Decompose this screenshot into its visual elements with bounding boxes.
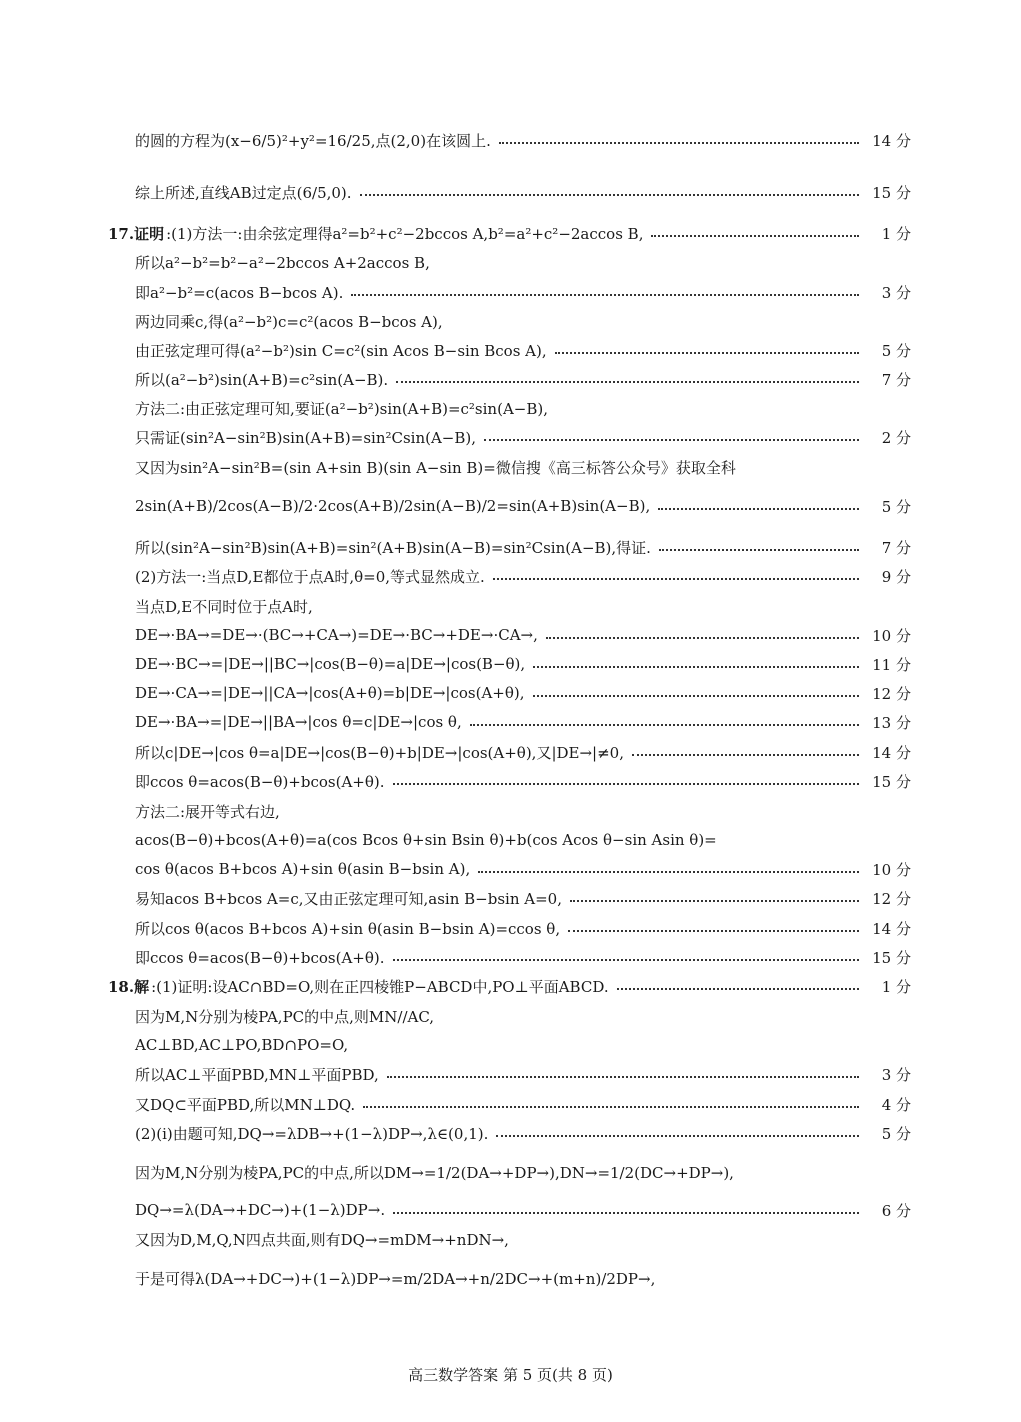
line-text: 方法二:由正弦定理可知,要证(a²−b²)sin(A+B)=c²sin(A−B), [135, 399, 548, 418]
score-label: 10 分 [872, 860, 911, 879]
answer-line [135, 740, 911, 764]
answer-line [135, 623, 911, 647]
line-text: 因为M,N分别为棱PA,PC的中点,所以DM→=1/2(DA→+DP→),DN→=1/2(DC→+DP→), [135, 1163, 734, 1182]
dot-leader [360, 194, 859, 196]
answer-line [135, 309, 911, 333]
line-text: 的圆的方程为(x−6/5)²+y²=16/25,点(2,0)在该圆上. [135, 131, 491, 150]
answer-line [135, 886, 911, 910]
score-label: 9 分 [881, 567, 911, 586]
answer-line [135, 594, 911, 618]
answer-line [135, 367, 911, 391]
score-label: 1 分 [881, 224, 911, 243]
answer-line [135, 945, 911, 969]
answer-line [135, 396, 911, 420]
answer-line [135, 1033, 911, 1057]
line-text: 易知acos B+bcos A=c,又由正弦定理可知,asin B−bsin A=0, [135, 889, 562, 908]
line-text: DE→·BC→=|DE→||BC→|cos(B−θ)=a|DE→|cos(B−θ), [135, 655, 526, 673]
line-text: DE→·BA→=DE→·(BC→+CA→)=DE→·BC→+DE→·CA→, [135, 626, 538, 644]
answer-line [135, 180, 911, 204]
answer-line [135, 769, 911, 793]
score-label: 1 分 [881, 977, 911, 996]
score-label: 15 分 [872, 772, 911, 791]
score-label: 13 分 [872, 713, 911, 732]
line-text: 由正弦定理可得(a²−b²)sin C=c²(sin Acos B−sin Bcos A), [135, 341, 547, 360]
dot-leader [658, 508, 859, 510]
dot-leader [393, 1212, 859, 1214]
dot-leader [570, 900, 859, 902]
line-text: acos(B−θ)+bcos(A+θ)=a(cos Bcos θ+sin Bsin θ)+b(cos Acos θ−sin Asin θ)= [135, 831, 717, 849]
dot-leader [496, 1135, 859, 1137]
line-text: 即ccos θ=acos(B−θ)+bcos(A+θ). [135, 948, 385, 967]
answer-line [135, 494, 911, 518]
score-label: 5 分 [881, 1124, 911, 1143]
dot-leader [351, 294, 859, 296]
question-label: 18.解 [108, 977, 150, 996]
answer-line [135, 425, 911, 449]
line-text: 所以(sin²A−sin²B)sin(A+B)=sin²(A+B)sin(A−B)=sin²Csin(A−B),得证. [135, 538, 651, 557]
dot-leader [651, 235, 859, 237]
answer-line [135, 1198, 911, 1222]
score-label: 14 分 [872, 919, 911, 938]
dot-leader [393, 783, 860, 785]
answer-line [135, 1266, 911, 1290]
dot-leader [363, 1106, 859, 1108]
line-text: DQ→=λ(DA→+DC→)+(1−λ)DP→. [135, 1201, 386, 1219]
line-text: DE→·CA→=|DE→||CA→|cos(A+θ)=b|DE→|cos(A+θ), [135, 684, 525, 702]
dot-leader [493, 578, 859, 580]
dot-leader [617, 988, 859, 990]
score-label: 5 分 [881, 341, 911, 360]
line-text: 所以(a²−b²)sin(A+B)=c²sin(A−B). [135, 370, 389, 389]
answer-line [135, 1062, 911, 1086]
line-text: 两边同乘c,得(a²−b²)c=c²(acos B−bcos A), [135, 312, 443, 331]
answer-line [108, 974, 911, 998]
score-label: 6 分 [881, 1201, 911, 1220]
score-label: 11 分 [872, 655, 911, 674]
line-text: :(1)证明:设AC∩BD=O,则在正四棱锥P−ABCD中,PO⊥平面ABCD. [151, 977, 609, 996]
line-text: cos θ(acos B+bcos A)+sin θ(asin B−bsin A), [135, 860, 471, 878]
dot-leader [478, 871, 859, 873]
dot-leader [659, 549, 859, 551]
score-label: 14 分 [872, 131, 911, 150]
line-text: 只需证(sin²A−sin²B)sin(A+B)=sin²Csin(A−B), [135, 428, 477, 447]
line-text: 即a²−b²=c(acos B−bcos A). [135, 283, 344, 302]
line-text: 方法二:展开等式右边, [135, 802, 280, 821]
line-text: :(1)方法一:由余弦定理得a²=b²+c²−2bccos A,b²=a²+c²−2accos B, [166, 224, 644, 243]
answer-line [135, 1004, 911, 1028]
score-label: 15 分 [872, 183, 911, 202]
score-label: 4 分 [881, 1095, 911, 1114]
score-label: 10 分 [872, 626, 911, 645]
line-text: 又因为D,M,Q,N四点共面,则有DQ→=mDM→+nDN→, [135, 1230, 509, 1249]
dot-leader [555, 352, 859, 354]
answer-line [135, 1121, 911, 1145]
answer-line [135, 1227, 911, 1251]
score-label: 7 分 [881, 370, 911, 389]
line-text: 因为M,N分别为棱PA,PC的中点,则MN//AC, [135, 1007, 435, 1026]
answer-line [135, 1092, 911, 1116]
answer-line [135, 916, 911, 940]
score-label: 3 分 [881, 1065, 911, 1084]
line-text: 所以c|DE→|cos θ=a|DE→|cos(B−θ)+b|DE→|cos(A+θ),又|DE→|≠0, [135, 743, 624, 762]
line-text: 即ccos θ=acos(B−θ)+bcos(A+θ). [135, 772, 385, 791]
dot-leader [632, 754, 859, 756]
score-label: 12 分 [872, 889, 911, 908]
score-label: 15 分 [872, 948, 911, 967]
line-text: 所以a²−b²=b²−a²−2bccos A+2accos B, [135, 253, 430, 272]
line-text: (2)(i)由题可知,DQ→=λDB→+(1−λ)DP→,λ∈(0,1). [135, 1124, 489, 1143]
line-text: DE→·BA→=|DE→||BA→|cos θ=c|DE→|cos θ, [135, 713, 462, 731]
line-text: 于是可得λ(DA→+DC→)+(1−λ)DP→=m/2DA→+n/2DC→+(m+n)/2DP→, [135, 1269, 656, 1288]
page-footer: 高三数学答案 第 5 页(共 8 页) [408, 1366, 613, 1384]
answer-line [135, 799, 911, 823]
answer-line [135, 280, 911, 304]
line-text: 2sin(A+B)/2cos(A−B)/2·2cos(A+B)/2sin(A−B)/2=sin(A+B)sin(A−B), [135, 497, 651, 515]
score-label: 2 分 [881, 428, 911, 447]
line-text: 综上所述,直线AB过定点(6/5,0). [135, 183, 352, 202]
dot-leader [484, 439, 859, 441]
dot-leader [470, 724, 859, 726]
answer-line [108, 221, 911, 245]
dot-leader [396, 381, 859, 383]
dot-leader [533, 695, 859, 697]
score-label: 14 分 [872, 743, 911, 762]
dot-leader [533, 666, 859, 668]
dot-leader [546, 637, 859, 639]
answer-line [135, 681, 911, 705]
answer-line [135, 455, 911, 479]
dot-leader [568, 930, 859, 932]
score-label: 3 分 [881, 283, 911, 302]
answer-line [135, 564, 911, 588]
dot-leader [393, 959, 860, 961]
answer-line [135, 128, 911, 152]
answer-line [135, 338, 911, 362]
answer-line [135, 828, 911, 852]
line-text: 又DQ⊂平面PBD,所以MN⊥DQ. [135, 1095, 356, 1114]
answer-line [135, 1160, 911, 1184]
line-text: 所以cos θ(acos B+bcos A)+sin θ(asin B−bsin A)=ccos θ, [135, 919, 561, 938]
answer-line [135, 250, 911, 274]
question-label: 17.证明 [108, 224, 165, 243]
score-label: 12 分 [872, 684, 911, 703]
answer-line [135, 857, 911, 881]
line-text: AC⊥BD,AC⊥PO,BD∩PO=O, [135, 1036, 349, 1054]
line-text: (2)方法一:当点D,E都位于点A时,θ=0,等式显然成立. [135, 567, 485, 586]
dot-leader [387, 1076, 859, 1078]
line-text: 当点D,E不同时位于点A时, [135, 597, 313, 616]
answer-line [135, 710, 911, 734]
answer-line [135, 535, 911, 559]
dot-leader [499, 142, 859, 144]
score-label: 5 分 [881, 497, 911, 516]
answer-line [135, 652, 911, 676]
line-text: 又因为sin²A−sin²B=(sin A+sin B)(sin A−sin B)=微信搜《高三标答公众号》获取全科 [135, 458, 736, 477]
line-text: 所以AC⊥平面PBD,MN⊥平面PBD, [135, 1065, 379, 1084]
score-label: 7 分 [881, 538, 911, 557]
